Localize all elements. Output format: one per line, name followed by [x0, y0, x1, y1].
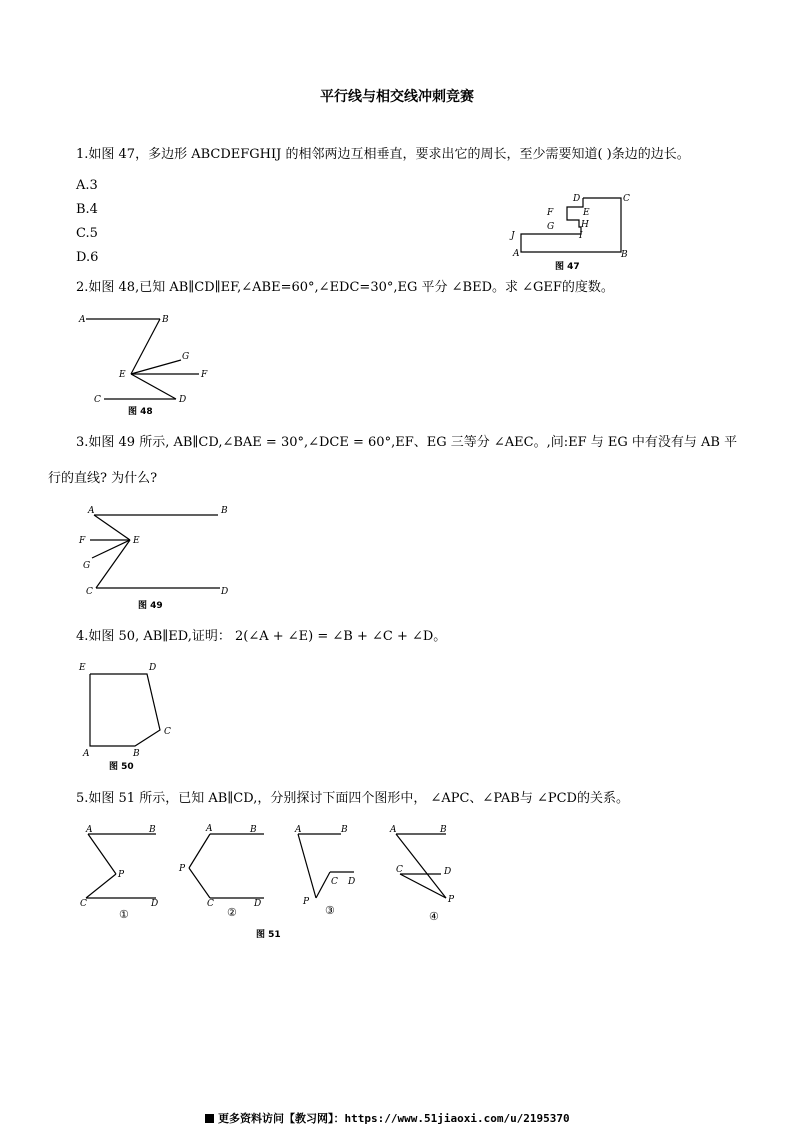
- figure-50-polygon: [90, 674, 160, 746]
- figure-48: [76, 310, 226, 420]
- fig50-label-c: C: [164, 727, 171, 737]
- flag-icon: [205, 1114, 214, 1123]
- fig51-3-label-c: C: [331, 877, 338, 887]
- fig47-label-i: I: [579, 231, 583, 241]
- page-title: 平行线与相交线冲刺竞赛: [320, 89, 474, 105]
- fig48-label-d: D: [179, 395, 187, 405]
- fig51-caption: 图 51: [256, 930, 281, 940]
- question-3-text-line2: 行的直线? 为什么?: [48, 471, 158, 486]
- q1-option-d: D.6: [76, 250, 99, 265]
- fig49-label-e: E: [133, 536, 140, 546]
- fig51-4-label-c: C: [396, 865, 403, 875]
- fig48-label-b: B: [162, 315, 169, 325]
- fig51-2-label-c: C: [207, 899, 214, 909]
- fig51-1-label-b: B: [149, 825, 156, 835]
- fig47-label-f: F: [547, 208, 554, 218]
- fig49-label-f: F: [79, 536, 86, 546]
- figure-51: [76, 822, 476, 942]
- fig48-label-f: F: [201, 370, 208, 380]
- fig51-4-label-a: A: [390, 825, 397, 835]
- fig49-label-a: A: [88, 506, 95, 516]
- fig50-label-a: A: [83, 749, 90, 759]
- fig47-label-c: C: [623, 194, 630, 204]
- fig51-1-label-c: C: [80, 899, 87, 909]
- fig49-label-b: B: [221, 506, 228, 516]
- footer-text: 更多资料访问【教习网】：https://www.51jiaoxi.com/u/2195370: [218, 1112, 570, 1125]
- fig47-label-b: B: [621, 250, 628, 260]
- fig51-2-label-b: B: [250, 825, 257, 835]
- fig49-label-d: D: [221, 587, 229, 597]
- fig49-label-c: C: [86, 587, 93, 597]
- figure-49: [76, 500, 246, 615]
- fig48-label-g: G: [182, 352, 190, 362]
- fig51-subcaption-3: ③: [325, 904, 335, 917]
- fig51-3-label-b: B: [341, 825, 348, 835]
- fig48-label-e: E: [119, 370, 126, 380]
- fig51-4-label-d: D: [444, 867, 452, 877]
- fig47-label-a: A: [513, 249, 520, 259]
- question-3-text-line1: 3.如图 49 所示, AB∥CD,∠BAE = 30°,∠DCE = 60°,EF、EG 三等分 ∠AEC。,问:EF 与 EG 中有没有与 AB 平: [76, 435, 738, 450]
- figure-47-polygon: [521, 198, 621, 252]
- fig47-label-h: H: [581, 220, 589, 230]
- fig51-3-label-p: P: [303, 897, 310, 907]
- fig50-label-e: E: [79, 663, 86, 673]
- fig50-label-b: B: [133, 749, 140, 759]
- fig51-1-label-d: D: [151, 899, 159, 909]
- fig47-caption: 图 47: [555, 262, 580, 272]
- fig48-label-a: A: [79, 315, 86, 325]
- fig51-4-label-b: B: [440, 825, 447, 835]
- fig50-label-d: D: [149, 663, 157, 673]
- fig51-1-label-a: A: [86, 825, 93, 835]
- fig49-label-g: G: [83, 561, 91, 571]
- fig51-2-label-p: P: [179, 864, 186, 874]
- fig51-2-label-d: D: [254, 899, 262, 909]
- fig47-label-e: E: [583, 208, 590, 218]
- question-2-text: 2.如图 48,已知 AB∥CD∥EF,∠ABE=60°,∠EDC=30°,EG 平分 ∠BED。求 ∠GEF的度数。: [76, 280, 614, 295]
- fig48-label-c: C: [94, 395, 101, 405]
- fig50-caption: 图 50: [109, 762, 134, 772]
- fig51-3-label-d: D: [348, 877, 356, 887]
- q1-option-a: A.3: [76, 178, 98, 193]
- fig51-subcaption-4: ④: [429, 910, 439, 923]
- question-1-text: 1.如图 47，多边形 ABCDEFGHIJ 的相邻两边互相垂直，要求出它的周长，至少需要知道( )条边的边长。: [76, 147, 690, 162]
- fig48-caption: 图 48: [128, 407, 153, 417]
- fig47-label-d: D: [573, 194, 581, 204]
- question-4-text: 4.如图 50, AB∥ED,证明： 2(∠A + ∠E) = ∠B + ∠C + ∠D。: [76, 629, 447, 644]
- fig51-1-label-p: P: [118, 870, 125, 880]
- fig51-2-label-a: A: [206, 824, 213, 834]
- q1-option-c: C.5: [76, 226, 98, 241]
- fig51-4-label-p: P: [448, 895, 455, 905]
- fig51-subcaption-1: ①: [119, 908, 129, 921]
- fig51-subcaption-2: ②: [227, 906, 237, 919]
- fig49-caption: 图 49: [138, 601, 163, 611]
- question-5-text: 5.如图 51 所示，已知 AB∥CD,，分别探讨下面四个图形中， ∠APC、∠PAB与 ∠PCD的关系。: [76, 791, 629, 806]
- figure-47: [505, 192, 645, 272]
- fig51-3-label-a: A: [295, 825, 302, 835]
- fig47-label-j: J: [511, 231, 515, 241]
- fig47-label-g: G: [547, 222, 555, 232]
- figure-50: [76, 660, 196, 775]
- q1-option-b: B.4: [76, 202, 98, 217]
